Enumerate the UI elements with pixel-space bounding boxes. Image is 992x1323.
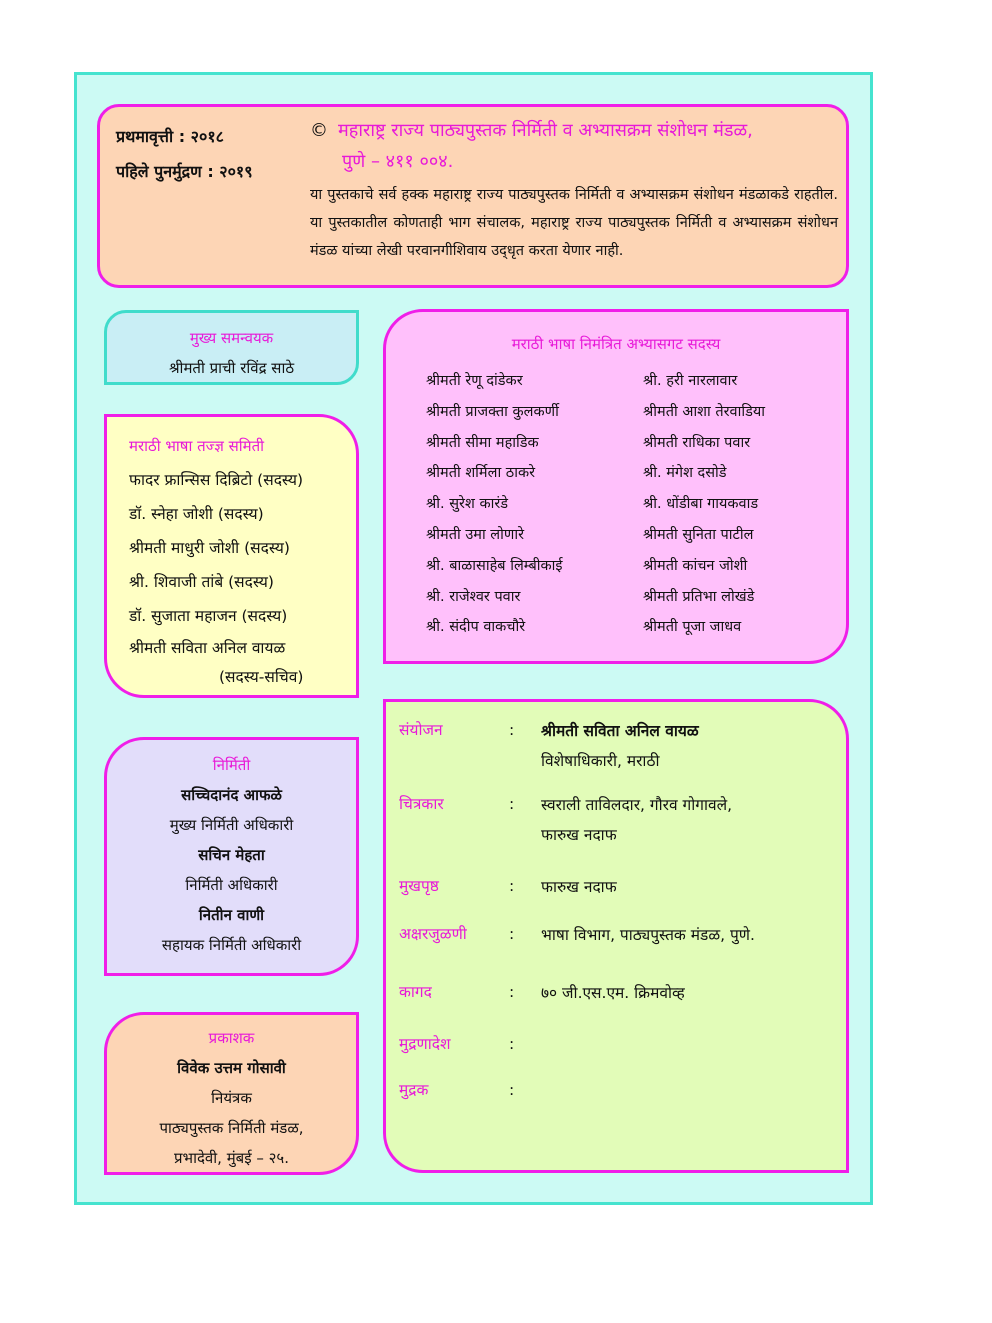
publisher-title: प्रकाशक [208, 1029, 255, 1047]
production-box [104, 737, 359, 976]
study-group-title: मराठी भाषा निमंत्रित अभ्यासगट सदस्य [511, 335, 721, 353]
credit-separator: : [509, 1035, 515, 1053]
committee-title: मराठी भाषा तज्ज्ञ समिती [129, 437, 265, 455]
study-group-member: श्रीमती राधिका पवार [643, 434, 751, 451]
credit-value-line: स्वराली ताविलदार, गौरव गोगावले, [541, 796, 733, 814]
credit-value [541, 872, 617, 902]
credit-value [541, 716, 699, 776]
credit-value-line: भाषा विभाग, पाठ्यपुस्तक मंडळ, पुणे. [541, 926, 755, 944]
study-group-member: श्री. मंगेश दसोडे [643, 465, 727, 482]
expert-committee-box [104, 414, 359, 698]
credit-label: मुद्रणादेश [399, 1035, 451, 1053]
credit-separator: : [509, 795, 515, 813]
credit-label: कागद [399, 983, 432, 1001]
study-group-member: श्री. राजेश्वर पवार [426, 588, 521, 605]
reprint-edition: पहिले पुनर्मुद्रण : २०१९ [116, 162, 253, 181]
production-person: नितीन वाणी [198, 906, 265, 924]
study-group-member: श्री. बाळासाहेब लिम्बीकाई [426, 557, 563, 574]
committee-member: श्रीमती माधुरी जोशी (सदस्य) [129, 539, 290, 557]
copyright-icon: © [310, 120, 328, 141]
study-group-member: श्री. हरी नारलावार [643, 373, 738, 389]
study-group-member: श्रीमती रेणू दांडेकर [426, 373, 523, 389]
committee-member: डॉ. सुजाता महाजन (सदस्य) [129, 607, 288, 625]
study-group-member: श्रीमती प्रतिभा लोखंडे [643, 588, 755, 605]
credit-separator: : [509, 925, 515, 943]
committee-member: डॉ. स्नेहा जोशी (सदस्य) [129, 505, 264, 523]
production-title: निर्मिती [212, 756, 251, 774]
committee-member: श्री. शिवाजी तांबे (सदस्य) [129, 573, 274, 591]
study-group-member: श्रीमती सुनिता पाटील [643, 526, 754, 543]
publisher-role: नियंत्रक [211, 1089, 252, 1107]
study-group-member: श्रीमती सीमा महाडिक [426, 434, 539, 451]
credit-row [399, 920, 846, 950]
credit-label: मुद्रक [399, 1081, 429, 1099]
study-group-member: श्रीमती पूजा जाधव [643, 619, 742, 636]
study-group-members [426, 366, 846, 643]
production-role: मुख्य निर्मिती अधिकारी [169, 816, 294, 834]
study-group-member: श्री. सुरेश कारंडे [426, 496, 509, 513]
publisher-addr: प्रभादेवी, मुंबई – २५. [174, 1149, 289, 1167]
credit-row [399, 1030, 846, 1058]
production-person: सच्चिदानंद आफळे [181, 786, 282, 804]
production-role: सहायक निर्मिती अधिकारी [161, 936, 302, 954]
committee-member: श्रीमती सविता अनिल वायळ [129, 639, 286, 657]
credit-separator: : [509, 877, 515, 895]
credit-value-line: श्रीमती सविता अनिल वायळ [541, 722, 699, 740]
credit-label: चित्रकार [399, 795, 444, 813]
committee-member-role: (सदस्य-सचिव) [219, 668, 304, 686]
coordinator-box [104, 310, 359, 385]
credit-value [541, 978, 685, 1008]
credit-separator: : [509, 1081, 515, 1099]
credit-value-line: ७० जी.एस.एम. क्रिमवोव्ह [541, 984, 685, 1002]
credit-value-line: विशेषाधिकारी, मराठी [541, 752, 660, 770]
credits-box [383, 699, 849, 1173]
credit-row [399, 978, 846, 1008]
study-group-member: श्रीमती कांचन जोशी [643, 557, 748, 574]
credit-label: मुखपृष्ठ [399, 877, 439, 895]
publisher-person: विवेक उत्तम गोसावी [177, 1059, 286, 1077]
publisher-org: पाठ्यपुस्तक निर्मिती मंडळ, [159, 1119, 304, 1137]
credit-separator: : [509, 983, 515, 1001]
credit-row [399, 1076, 846, 1104]
study-group-member: श्रीमती आशा तेरवाडिया [643, 403, 766, 420]
credit-value-line: फारुख नदाफ [541, 826, 617, 844]
coordinator-title: मुख्य समन्वयक [189, 329, 274, 347]
edition-info [116, 119, 253, 189]
publisher-box [104, 1012, 359, 1175]
copyright-notice: या पुस्तकाचे सर्व हक्क महाराष्ट्र राज्य पाठ्यपुस्तक निर्मिती व अभ्यासक्रम संशोधन मंडळाकडे राहतील. या पुस्तकातील कोणताही भाग संचालक, महाराष्ट्र राज्य पाठ्यपुस्तक निर्मिती व अभ्यासक्रम संशोधन मंडळ यांच्या लेखी परवानगीशिवाय उद्‌धृत करता येणार नाही. [310, 187, 838, 259]
credit-value [541, 920, 755, 950]
credit-row [399, 716, 846, 776]
study-group-member: श्रीमती उमा लोणारे [426, 526, 525, 543]
publisher-name: महाराष्ट्र राज्य पाठ्यपुस्तक निर्मिती व अभ्यासक्रम संशोधन मंडळ, [338, 120, 753, 141]
credit-label: संयोजन [399, 721, 443, 739]
study-group-member: श्री. धोंडीबा गायकवाड [643, 496, 759, 513]
committee-member: फादर फ्रान्सिस दिब्रिटो (सदस्य) [129, 471, 304, 489]
credit-row [399, 790, 846, 850]
credit-value [541, 790, 732, 850]
study-group-member: श्रीमती प्राजक्ता कुलकर्णी [426, 403, 559, 420]
production-person: सचिन मेहता [198, 846, 265, 864]
credit-value-line: फारुख नदाफ [541, 878, 617, 896]
study-group-member: श्री. संदीप वाकचौरे [426, 619, 526, 636]
credit-separator: : [509, 721, 515, 739]
credit-row [399, 872, 846, 902]
production-role: निर्मिती अधिकारी [185, 876, 278, 894]
coordinator-name: श्रीमती प्राची रविंद्र साठे [168, 359, 295, 377]
study-group-member: श्रीमती शर्मिला ठाकरे [426, 465, 536, 482]
first-edition: प्रथमावृत्ती : २०१८ [116, 127, 224, 146]
copyright-box [97, 104, 849, 288]
credit-label: अक्षरजुळणी [399, 925, 467, 943]
study-group-box [383, 309, 849, 664]
publisher-address: पुणे – ४११ ००४. [342, 151, 454, 172]
